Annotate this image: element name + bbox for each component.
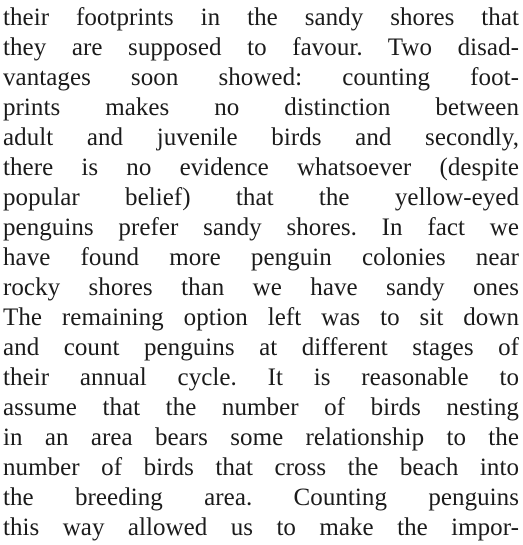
text-line-1: their footprints in the sandy shores that [3, 4, 519, 31]
text-line-10: rocky shores than we have sandy ones [3, 274, 519, 301]
text-line-4: prints makes no distinction between [3, 94, 519, 121]
text-line-6: there is no evidence whatsoever (despite [3, 154, 519, 181]
text-line-17: the breeding area. Counting penguins [3, 484, 519, 511]
text-line-18: this way allowed us to make the impor- [3, 514, 519, 541]
text-page [3, 0, 519, 545]
text-line-5: adult and juvenile birds and secondly, [3, 124, 519, 151]
text-line-8: penguins prefer sandy shores. In fact we [3, 214, 519, 241]
text-line-12: and count penguins at different stages of [3, 334, 519, 361]
text-line-15: in an area bears some relationship to the [3, 424, 519, 451]
text-line-3: vantages soon showed: counting foot- [3, 64, 519, 91]
text-line-11: The remaining option left was to sit down [3, 304, 519, 331]
text-line-9: have found more penguin colonies near [3, 244, 519, 271]
text-line-13: their annual cycle. It is reasonable to [3, 364, 519, 391]
text-line-14: assume that the number of birds nesting [3, 394, 519, 421]
text-line-7: popular belief) that the yellow-eyed [3, 184, 519, 211]
text-line-16: number of birds that cross the beach into [3, 454, 519, 481]
text-line-2: they are supposed to favour. Two disad- [3, 34, 519, 61]
